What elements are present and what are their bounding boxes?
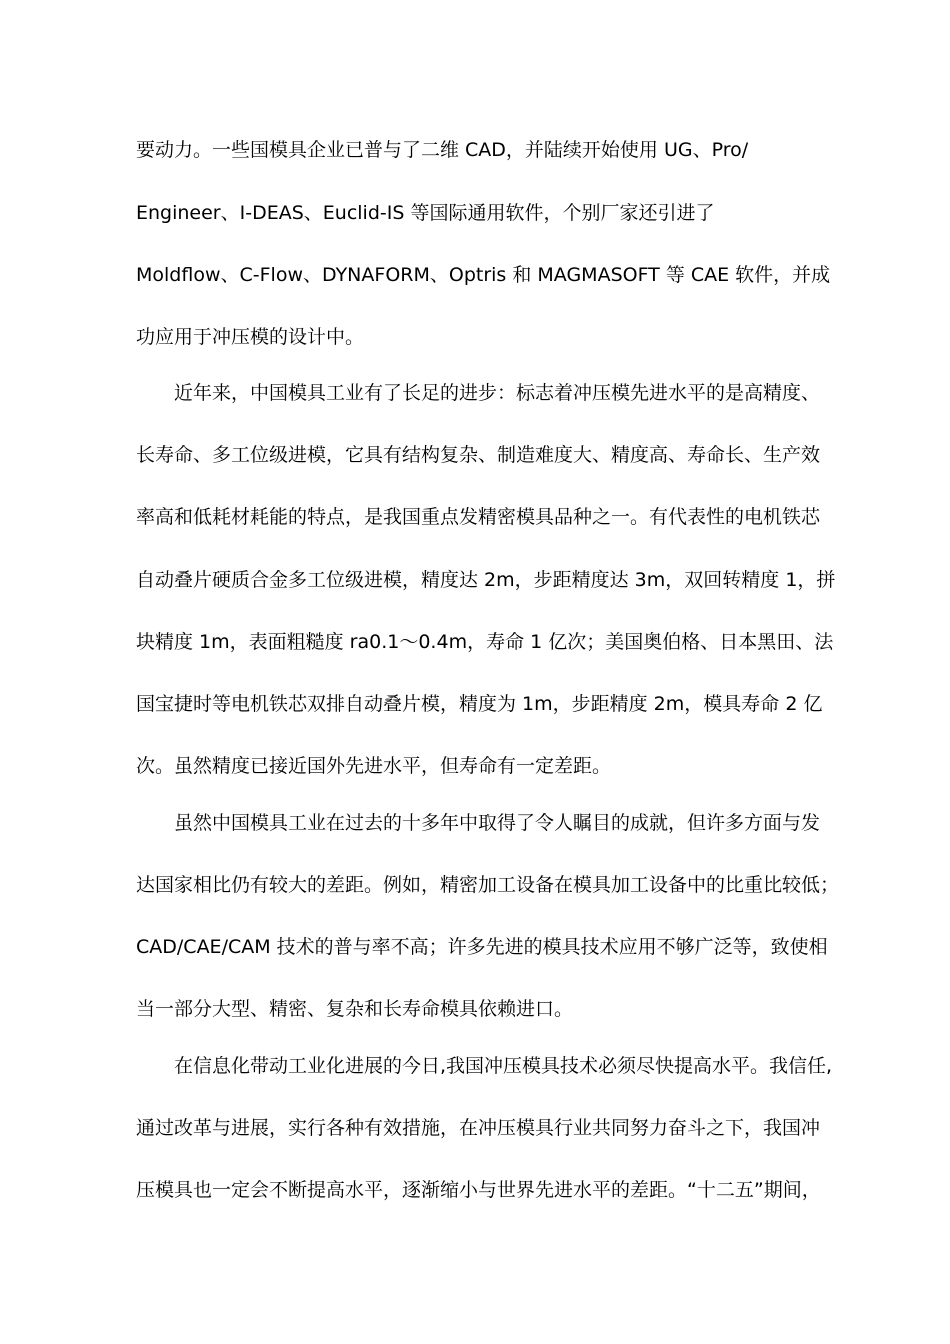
text-line: 当一部分大型、精密、复杂和长寿命模具依赖进口。	[136, 998, 574, 1020]
text-line: 通过改革与进展，实行各种有效措施，在冲压模具行业共同努力奋斗之下，我国冲	[136, 1117, 821, 1139]
text-line: 率高和低耗材耗能的特点，是我国重点发精密模具品种之一。有代表性的电机铁芯	[136, 506, 821, 528]
text-line: 要动力。一些国模具企业已普与了二维 CAD，并陆续开始使用 UG、Pro/	[136, 139, 749, 161]
text-line: 自动叠片硬质合金多工位级进模，精度达 2m，步距精度达 3m，双回转精度 1，拼	[136, 569, 836, 591]
text-line: Engineer、I-DEAS、Euclid-IS 等国际通用软件，个别厂家还引进了	[136, 202, 715, 224]
text-line: 次。虽然精度已接近国外先进水平，但寿命有一定差距。	[136, 755, 612, 777]
text-line: CAD/CAE/CAM 技术的普与率不高；许多先进的模具技术应用不够广泛等，致使相	[136, 936, 828, 958]
text-line: 压模具也一定会不断提高水平，逐渐缩小与世界先进水平的差距。“十二五”期间，	[136, 1179, 821, 1201]
text-line: Moldflow、C-Flow、DYNAFORM、Optris 和 MAGMASOFT 等 CAE 软件，并成	[136, 264, 831, 286]
text-line: 功应用于冲压模的设计中。	[136, 326, 365, 348]
paragraph-first-line: 在信息化带动工业化进展的今日,我国冲压模具技术必须尽快提高水平。我信任,	[174, 1055, 833, 1077]
text-line: 块精度 1m，表面粗糙度 ra0.1～0.4m，寿命 1 亿次；美国奥伯格、日本黑田、法	[136, 631, 834, 653]
paragraph-first-line: 虽然中国模具工业在过去的十多年中取得了令人瞩目的成就，但许多方面与发	[174, 812, 821, 834]
text-line: 达国家相比仍有较大的差距。例如，精密加工设备在模具加工设备中的比重比较低；	[136, 874, 840, 896]
paragraph-first-line: 近年来，中国模具工业有了长足的进步：标志着冲压模先进水平的是高精度、	[174, 382, 821, 404]
text-line: 长寿命、多工位级进模，它具有结构复杂、制造难度大、精度高、寿命长、生产效	[136, 444, 821, 466]
text-line: 国宝捷时等电机铁芯双排自动叠片模，精度为 1m，步距精度 2m，模具寿命 2 亿	[136, 693, 823, 715]
